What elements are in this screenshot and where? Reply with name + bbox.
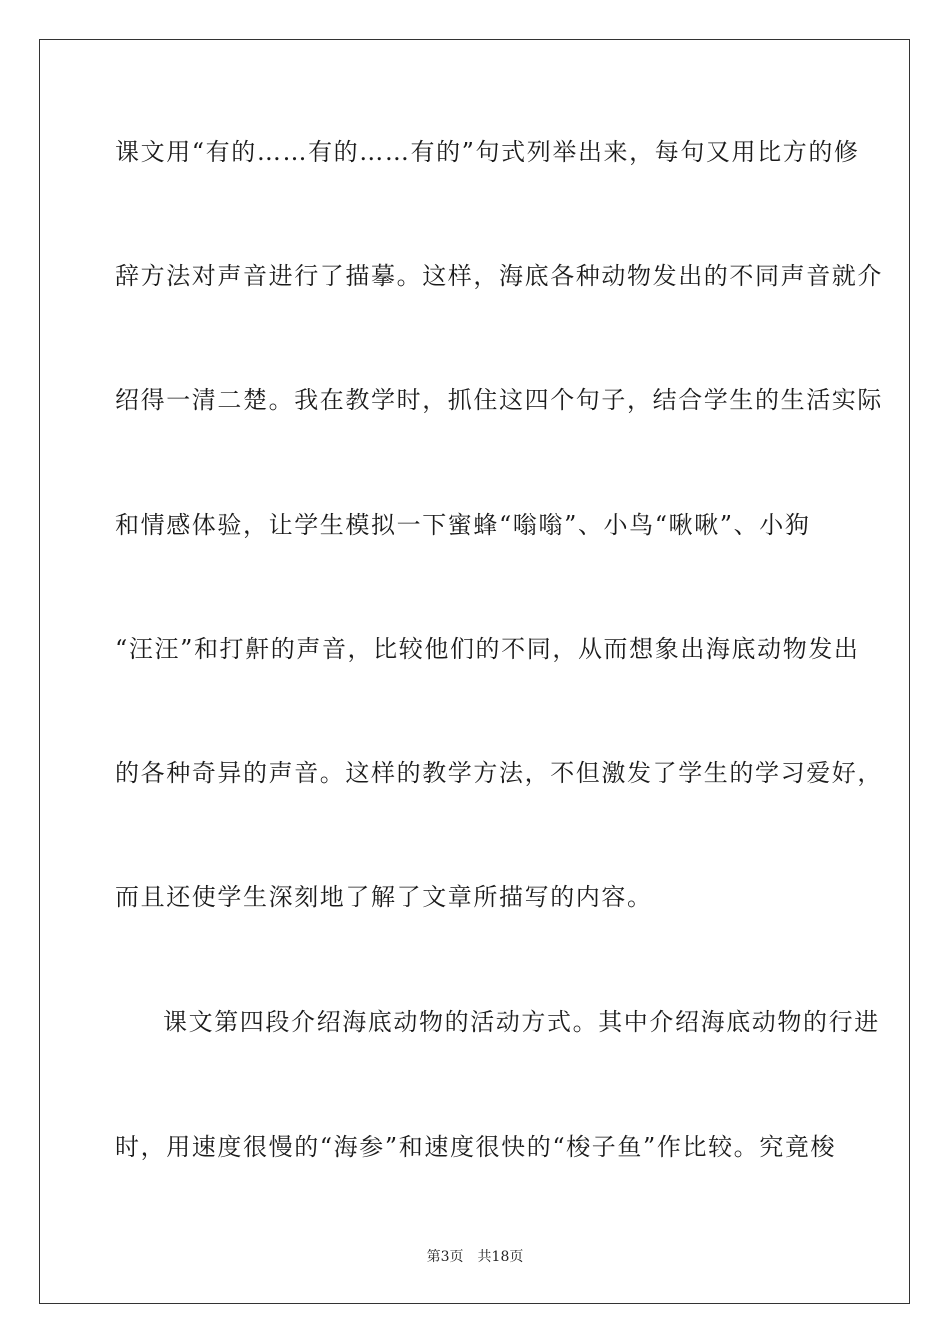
text-line-5: “汪汪”和打鼾的声音，比较他们的不同，从而想象出海底动物发出 [115, 635, 860, 663]
page-footer [0, 1248, 950, 1266]
text-line-1: 课文用“有的……有的……有的”句式列举出来，每句又用比方的修 [115, 138, 860, 166]
total-pages: 共18页 [477, 1249, 524, 1265]
text-line-8: 课文第四段介绍海底动物的活动方式。其中介绍海底动物的行进 [163, 1008, 880, 1036]
page-border [39, 39, 910, 1304]
text-line-2: 辞方法对声音进行了描摹。这样，海底各种动物发出的不同声音就介 [115, 262, 883, 290]
text-line-4: 和情感体验，让学生模拟一下蜜蜂“嗡嗡”、小鸟“啾啾”、小狗 [115, 511, 811, 539]
text-line-3: 绍得一清二楚。我在教学时，抓住这四个句子，结合学生的生活实际 [115, 386, 883, 414]
text-line-6: 的各种奇异的声音。这样的教学方法，不但激发了学生的学习爱好， [115, 759, 883, 787]
text-line-9: 时，用速度很慢的“海参”和速度很快的“梭子鱼”作比较。究竟梭 [115, 1133, 837, 1161]
text-line-7: 而且还使学生深刻地了解了文章所描写的内容。 [115, 883, 653, 911]
page-number: 第3页 [426, 1249, 464, 1265]
